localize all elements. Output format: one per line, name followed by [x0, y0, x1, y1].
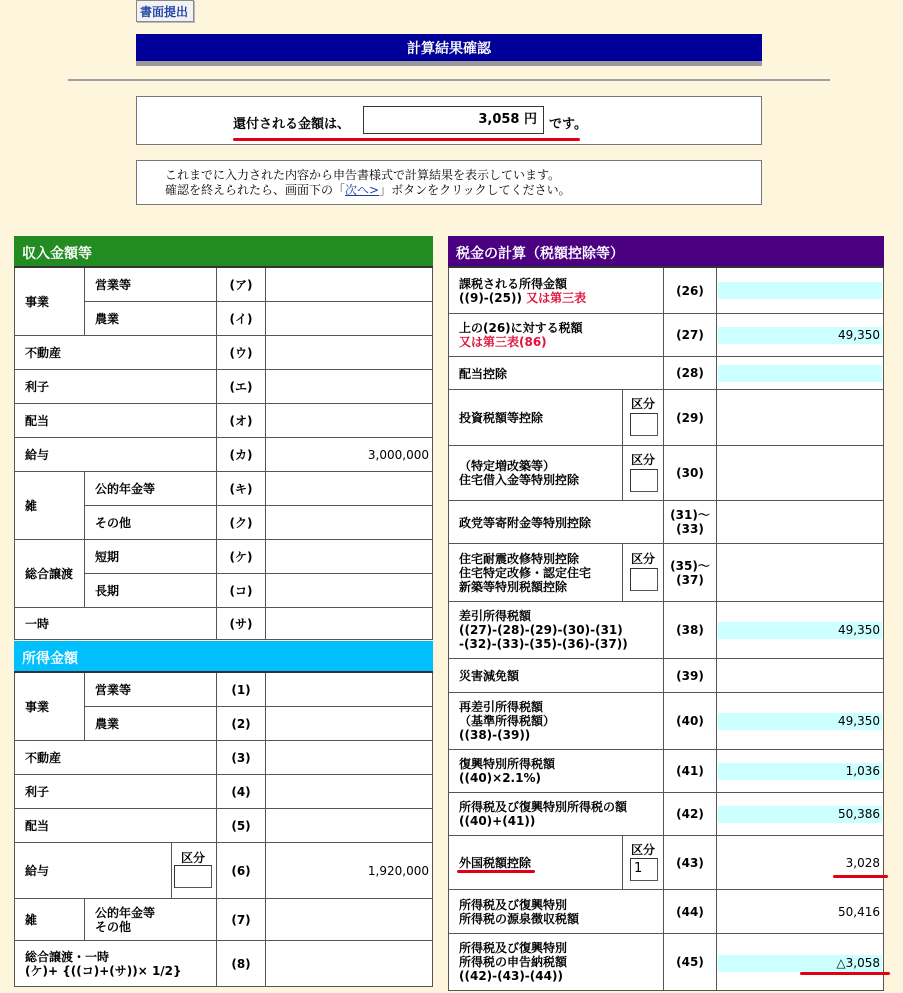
income-code-ki: (キ): [217, 472, 266, 506]
income-sogo-label: 総合譲渡: [14, 540, 85, 608]
shotoku-sogo-text-2: (ケ)+ {((コ)+(サ))× 1/2}: [25, 963, 182, 978]
income-section-heading: 収入金額等: [14, 236, 433, 268]
income-sonota-value: [266, 506, 433, 540]
shotoku-code-6: (6): [217, 843, 266, 899]
info-line-2-pre: 確認を終えられたら、画面下の「: [165, 183, 346, 197]
tax-code-35-a: (35)～: [670, 558, 710, 573]
tax-code-35: [664, 544, 717, 602]
tax-r26-formula-text: ((9)-(25)): [459, 290, 522, 305]
income-nenkin-value: [266, 472, 433, 506]
shotoku-haito-label: 配当: [14, 809, 217, 843]
tax-code-35-b: (37): [676, 572, 704, 587]
shotoku-code-3: (3): [217, 741, 266, 775]
tax-r35-label: [448, 544, 623, 602]
tax-r42-label: [448, 793, 664, 836]
shotoku-zatsu-value: [266, 899, 433, 941]
income-nogyo-label: 農業: [85, 302, 217, 336]
tax-code-31: [664, 501, 717, 544]
tax-r35-kubun-input[interactable]: [630, 568, 658, 591]
tax-code-40: (40): [664, 693, 717, 750]
income-code-o: (オ): [217, 404, 266, 438]
tax-r27-text: 上の(26)に対する税額: [459, 321, 583, 335]
income-code-ko: (コ): [217, 574, 266, 608]
tax-r40-text-2: （基準所得税額）: [459, 714, 556, 728]
tax-r40-text-1: 再差引所得税額: [459, 700, 544, 714]
tax-r40-label: [448, 693, 664, 750]
shotoku-sogo-text-1: 総合譲渡・一時: [25, 949, 110, 964]
tax-code-31-b: (33): [676, 522, 704, 536]
income-jigyo-label: 事業: [14, 268, 85, 336]
tax-code-42: (42): [664, 793, 717, 836]
shotoku-sogo-value: [266, 941, 433, 987]
tax-r27-red: 又は第三表(86): [459, 335, 547, 349]
shotoku-haito-value: [266, 809, 433, 843]
tax-r38-value: 49,350: [718, 622, 882, 639]
tax-r31-value: [717, 501, 884, 544]
shotoku-kubun-label: 区分: [181, 851, 206, 865]
tax-code-41: (41): [664, 750, 717, 793]
income-fudosan-value: [266, 336, 433, 370]
tax-r29-kubun-label: 区分: [631, 397, 656, 411]
income-ichiji-label: 一時: [14, 608, 217, 640]
shotoku-fudosan-label: 不動産: [14, 741, 217, 775]
income-fudosan-label: 不動産: [14, 336, 217, 370]
income-nenkin-label: 公的年金等: [85, 472, 217, 506]
shotoku-nenkin-sonota-label: [85, 899, 217, 941]
income-choki-value: [266, 574, 433, 608]
tax-r30-text-1: （特定増改築等）: [459, 459, 556, 473]
info-line-2: [165, 183, 761, 198]
shotoku-code-2: (2): [217, 707, 266, 741]
submit-paper-tab[interactable]: 書面提出: [136, 0, 194, 22]
tax-r26-value: [718, 282, 882, 299]
shotoku-code-8: (8): [217, 941, 266, 987]
tax-r43-label-underline: [457, 870, 535, 873]
income-kyuyo-value: 3,000,000: [266, 438, 433, 472]
info-message: [136, 160, 762, 205]
income-zatsu-label: 雑: [14, 472, 85, 540]
tax-code-30: (30): [664, 446, 717, 501]
income-choki-label: 長期: [85, 574, 217, 608]
income-nogyo-value: [266, 302, 433, 336]
tax-r29-value: [717, 390, 884, 446]
income-eigyo-label: 営業等: [85, 268, 217, 302]
shotoku-zatsu-label: 雑: [14, 899, 85, 941]
shotoku-kyuyo-value: 1,920,000: [266, 843, 433, 899]
tax-r26-text: 課税される所得金額: [459, 276, 568, 291]
income-eigyo-value: [266, 268, 433, 302]
tax-r45-text-1: 所得税及び復興特別: [459, 941, 568, 955]
income-code-i: (イ): [217, 302, 266, 336]
tax-r26-red: 又は第三表: [526, 290, 587, 305]
income-ichiji-value: [266, 608, 433, 640]
shotoku-code-5: (5): [217, 809, 266, 843]
tax-r44-text-2: 所得税の源泉徴収税額: [459, 911, 580, 926]
tax-r26-label: [448, 268, 664, 314]
shotoku-code-7: (7): [217, 899, 266, 941]
tax-r35-text-1: 住宅耐震改修特別控除: [459, 551, 580, 566]
tax-r38-label: [448, 602, 664, 659]
tax-r42-text-1: 所得税及び復興特別所得税の額: [459, 800, 628, 814]
tax-r35-kubun-label: 区分: [631, 552, 656, 566]
info-line-2-post: 」ボタンをクリックしてください。: [379, 183, 571, 197]
tax-code-28: (28): [664, 357, 717, 390]
shotoku-rishi-value: [266, 775, 433, 809]
shotoku-sonota-text: その他: [95, 919, 132, 934]
tax-r28-label: 配当控除: [448, 357, 664, 390]
tax-section-heading: 税金の計算（税額控除等）: [448, 236, 884, 268]
income-tanki-value: [266, 540, 433, 574]
info-line-1: これまでに入力された内容から申告書様式で計算結果を表示しています。: [165, 168, 561, 182]
tax-r43-label: 外国税額控除: [448, 836, 623, 890]
tax-r43-kubun-label: 区分: [631, 843, 656, 857]
tax-r30-text-2: 住宅借入金等特別控除: [459, 473, 580, 487]
tax-r40-value: 49,350: [718, 713, 882, 730]
tax-r42-value: 50,386: [718, 806, 882, 823]
shotoku-kyuyo-kubun-input[interactable]: [174, 865, 212, 888]
tax-r38-text-3: -(32)-(33)-(35)-(36)-(37)): [459, 637, 628, 651]
tax-code-45: (45): [664, 934, 717, 991]
tax-r44-label: [448, 890, 664, 934]
shotoku-code-1: (1): [217, 673, 266, 707]
income-code-e: (エ): [217, 370, 266, 404]
refund-amount: 3,058 円: [363, 106, 544, 134]
tax-r29-kubun-input[interactable]: [630, 413, 658, 436]
tax-r30-kubun-input[interactable]: [630, 469, 658, 492]
tax-code-38: (38): [664, 602, 717, 659]
tax-code-29: (29): [664, 390, 717, 446]
tax-r39-value: [717, 659, 884, 693]
tax-r45-text-3: ((42)-(43)-(44)): [459, 969, 563, 983]
tax-r38-text-2: ((27)-(28)-(29)-(30)-(31): [459, 623, 623, 637]
shotoku-eigyo-value: [266, 673, 433, 707]
income-code-u: (ウ): [217, 336, 266, 370]
tax-r30-label: [448, 446, 623, 501]
shotoku-section-heading: 所得金額: [14, 641, 433, 673]
income-haito-value: [266, 404, 433, 438]
tax-code-31-a: (31)～: [670, 508, 710, 522]
income-code-ka: (カ): [217, 438, 266, 472]
tax-r45-text-2: 所得税の申告納税額: [459, 955, 568, 969]
shotoku-nogyo-value: [266, 707, 433, 741]
tax-r41-text-2: ((40)×2.1%): [459, 771, 541, 785]
income-rishi-value: [266, 370, 433, 404]
tax-r43-value: 3,028: [717, 836, 884, 890]
tax-r40-text-3: ((38)-(39)): [459, 728, 531, 742]
income-kyuyo-label: 給与: [14, 438, 217, 472]
tax-r31-label: 政党等寄附金等特別控除: [448, 501, 664, 544]
tax-r43-kubun-input[interactable]: 1: [630, 858, 658, 881]
income-sonota-label: その他: [85, 506, 217, 540]
shotoku-code-4: (4): [217, 775, 266, 809]
tax-r41-label: [448, 750, 664, 793]
shotoku-kyuyo-label: 給与: [14, 843, 172, 899]
tax-r45-label: [448, 934, 664, 991]
page-title: 計算結果確認: [136, 34, 762, 66]
shotoku-nenkin-text: 公的年金等: [95, 905, 156, 920]
tax-r45-value: △3,058: [718, 955, 882, 972]
shotoku-fudosan-value: [266, 741, 433, 775]
tax-r30-value: [717, 446, 884, 501]
refund-suffix: です。: [549, 117, 587, 132]
income-code-ku: (ク): [217, 506, 266, 540]
refund-label: 還付される金額は、: [233, 117, 351, 132]
tax-r39-label: 災害減免額: [448, 659, 664, 693]
tax-r27-label: [448, 314, 664, 357]
income-tanki-label: 短期: [85, 540, 217, 574]
tax-r44-value: 50,416: [717, 890, 884, 934]
shotoku-nogyo-label: 農業: [85, 707, 217, 741]
tax-code-39: (39): [664, 659, 717, 693]
tax-r28-value: [718, 365, 882, 382]
tax-r30-kubun-label: 区分: [631, 453, 656, 467]
tax-r35-value: [717, 544, 884, 602]
refund-underline: [233, 138, 580, 141]
tax-r35-text-3: 新築等特別税額控除: [459, 579, 568, 594]
income-rishi-label: 利子: [14, 370, 217, 404]
next-link[interactable]: 次へ>: [345, 183, 380, 197]
income-code-a: (ア): [217, 268, 266, 302]
tax-r26-formula: [459, 291, 586, 305]
shotoku-eigyo-label: 営業等: [85, 673, 217, 707]
tax-r43-value-underline: [833, 875, 888, 878]
tax-r29-label: 投資税額等控除: [448, 390, 623, 446]
tax-r41-text-1: 復興特別所得税額: [459, 757, 556, 771]
tax-code-26: (26): [664, 268, 717, 314]
tax-code-44: (44): [664, 890, 717, 934]
divider: [68, 79, 830, 81]
tax-code-43: (43): [664, 836, 717, 890]
shotoku-rishi-label: 利子: [14, 775, 217, 809]
shotoku-sogo-label: [14, 941, 217, 987]
income-code-sa: (サ): [217, 608, 266, 640]
tax-r45-value-underline: [800, 972, 890, 975]
tax-r27-value: 49,350: [718, 327, 882, 344]
tax-r44-text-1: 所得税及び復興特別: [459, 897, 568, 912]
tax-r38-text-1: 差引所得税額: [459, 609, 532, 623]
income-haito-label: 配当: [14, 404, 217, 438]
shotoku-jigyo-label: 事業: [14, 673, 85, 741]
tax-r42-text-2: ((40)+(41)): [459, 814, 536, 828]
income-code-ke: (ケ): [217, 540, 266, 574]
tax-r35-text-2: 住宅特定改修・認定住宅: [459, 565, 592, 580]
tax-r41-value: 1,036: [718, 763, 882, 780]
tax-code-27: (27): [664, 314, 717, 357]
